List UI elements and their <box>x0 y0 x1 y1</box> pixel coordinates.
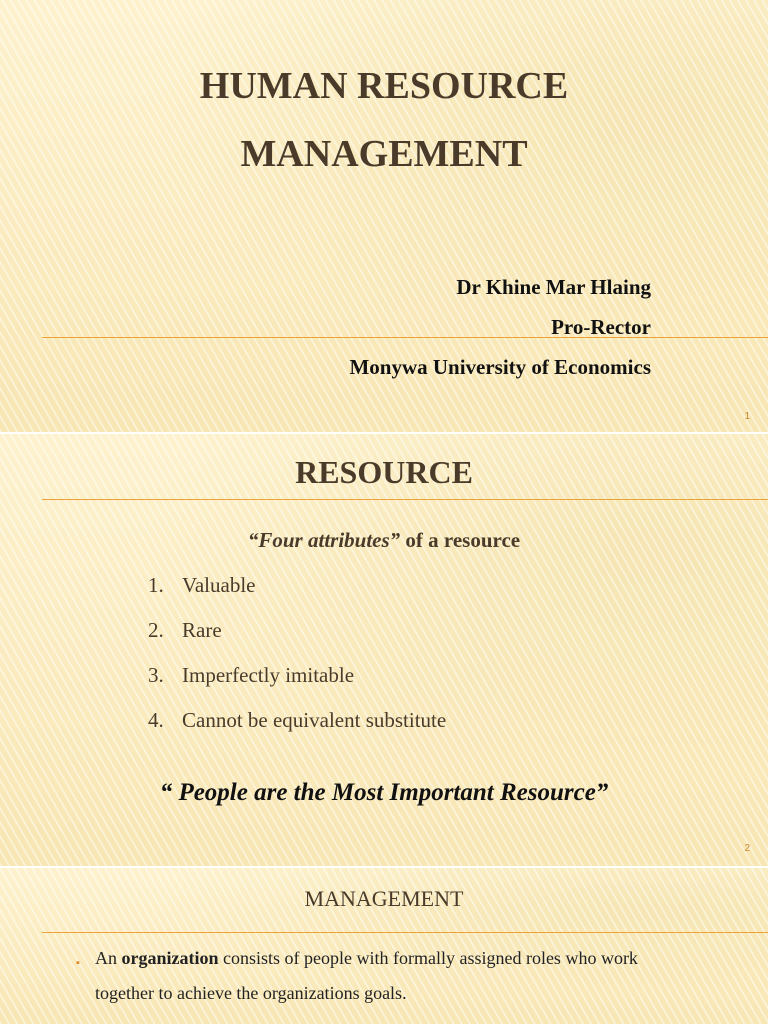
page-number: 2 <box>744 843 750 854</box>
list-item <box>148 618 222 643</box>
author-organization: Monywa University of Economics <box>349 355 651 379</box>
subtitle-text: of a resource <box>400 528 521 552</box>
bullet-text <box>95 948 638 969</box>
slide-title-line-2: MANAGEMENT <box>240 133 528 175</box>
slide-1 <box>0 0 768 432</box>
list-item-number: 2. <box>148 618 164 642</box>
list-item <box>148 663 354 688</box>
slide-3 <box>0 868 768 1024</box>
slide-subtitle <box>0 528 768 553</box>
bullet-icon: ▪ <box>76 957 80 969</box>
author-name: Dr Khine Mar Hlaing <box>456 275 651 299</box>
list-item <box>148 573 255 598</box>
bullet-text-line-2: together to achieve the organizations goals. <box>95 983 407 1003</box>
slide-title: RESOURCE <box>295 454 473 490</box>
divider-line <box>42 337 768 338</box>
page-number: 1 <box>744 411 750 422</box>
list-item <box>148 708 446 733</box>
list-item-number: 3. <box>148 663 164 687</box>
list-item-text: Cannot be equivalent substitute <box>182 708 447 732</box>
author-role: Pro-Rector <box>551 315 651 339</box>
slide-title-line-1: HUMAN RESOURCE <box>199 65 569 107</box>
list-item-number: 4. <box>148 708 164 732</box>
list-item-number: 1. <box>148 573 164 597</box>
slide-2 <box>0 434 768 866</box>
slide-title: MANAGEMENT <box>304 886 464 911</box>
divider-line <box>42 932 768 933</box>
list-item-text: Valuable <box>182 573 256 597</box>
subtitle-emphasis: “Four attributes” <box>247 528 401 552</box>
list-item-text: Rare <box>182 618 222 642</box>
quote: “ People are the Most Important Resource” <box>159 779 609 806</box>
bullet-bold-term: organization <box>121 948 219 968</box>
bullet-prefix: An <box>95 948 122 968</box>
bullet-rest: consists of people with formally assigned roles who work <box>218 948 638 968</box>
divider-line <box>42 499 768 500</box>
list-item-text: Imperfectly imitable <box>182 663 355 687</box>
